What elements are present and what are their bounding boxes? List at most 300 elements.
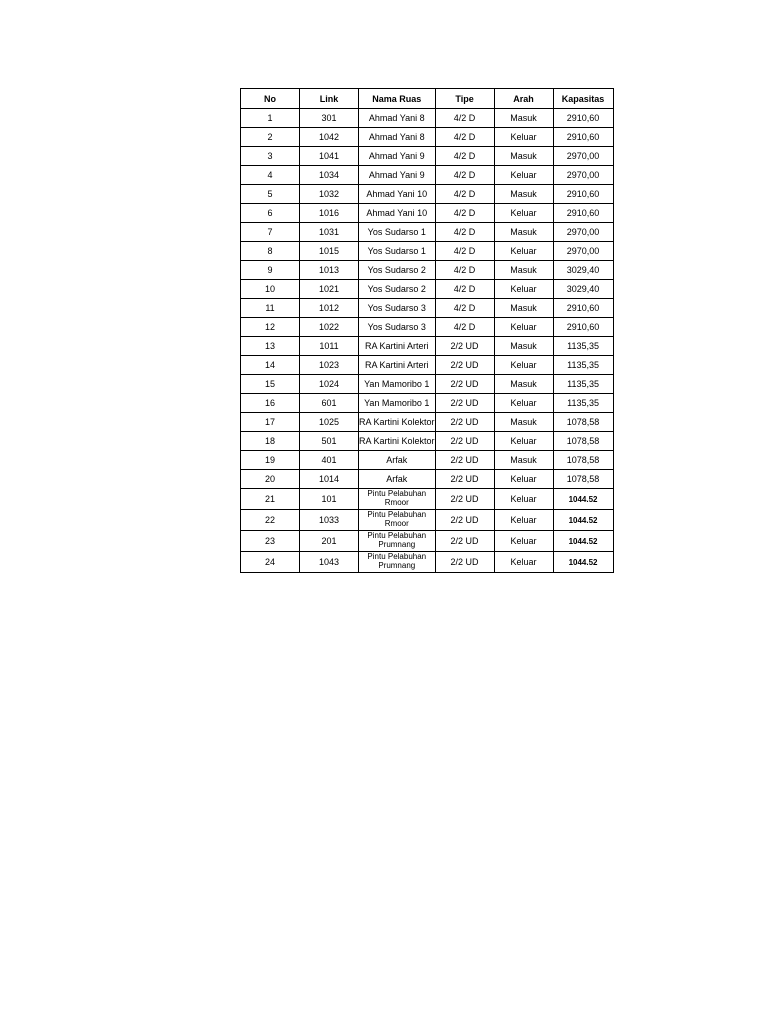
cell-kapasitas-text: 3029,40 [566, 265, 600, 275]
cell-link [300, 185, 359, 204]
cell-tipe [435, 109, 494, 128]
table-row [241, 451, 614, 470]
cell-arah-text: Keluar [510, 322, 537, 332]
cell-link-text: 601 [321, 398, 337, 408]
cell-kapasitas [553, 552, 613, 573]
cell-link [300, 356, 359, 375]
table-row [241, 489, 614, 510]
cell-kapasitas-text: 2970,00 [566, 151, 600, 161]
cell-kapasitas-text: 1135,35 [567, 360, 599, 370]
cell-nama-ruas-text: Yos Sudarso 3 [367, 322, 426, 332]
cell-arah [494, 147, 553, 166]
cell-link-text: 401 [321, 455, 337, 465]
cell-arah-text: Masuk [510, 341, 537, 351]
cell-arah [494, 337, 553, 356]
cell-no-text: 22 [264, 515, 275, 525]
cell-link [300, 375, 359, 394]
cell-arah [494, 223, 553, 242]
cell-arah-text: Keluar [510, 398, 537, 408]
cell-arah-text: Keluar [510, 494, 537, 504]
cell-arah-text: Masuk [510, 265, 537, 275]
table-header-row [241, 89, 614, 109]
table-row [241, 242, 614, 261]
cell-tipe-text: 2/2 UD [450, 455, 479, 465]
cell-kapasitas [553, 261, 613, 280]
cell-link-text: 1015 [318, 246, 340, 256]
cell-arah-text: Keluar [510, 360, 537, 370]
header-link: Link [300, 89, 359, 109]
cell-tipe-text: 4/2 D [453, 265, 476, 275]
cell-tipe-text: 4/2 D [453, 189, 476, 199]
cell-kapasitas [553, 166, 613, 185]
cell-no [241, 223, 300, 242]
cell-no [241, 166, 300, 185]
cell-nama-ruas [359, 337, 436, 356]
cell-arah [494, 242, 553, 261]
cell-arah [494, 318, 553, 337]
cell-no-text: 5 [267, 189, 273, 199]
table-row [241, 413, 614, 432]
cell-nama-ruas [359, 470, 436, 489]
cell-link [300, 531, 359, 552]
cell-nama-ruas-text: Ahmad Yani 8 [368, 132, 425, 142]
cell-arah [494, 109, 553, 128]
cell-arah [494, 413, 553, 432]
header-nama-ruas: Nama Ruas [359, 89, 436, 109]
cell-arah-text: Keluar [510, 536, 537, 546]
cell-kapasitas-text: 1078,58 [566, 455, 600, 465]
cell-kapasitas-text: 1135,35 [567, 379, 599, 389]
cell-no [241, 280, 300, 299]
cell-no [241, 261, 300, 280]
cell-nama-ruas-text: Pintu Pelabuhan Rmoor [367, 489, 427, 507]
cell-no-text: 8 [267, 246, 273, 256]
cell-tipe [435, 375, 494, 394]
cell-tipe [435, 318, 494, 337]
cell-nama-ruas-text: Yan Mamoribo 1 [364, 398, 430, 408]
cell-link-text: 1042 [318, 132, 340, 142]
cell-link-text: 301 [321, 113, 337, 123]
cell-link [300, 261, 359, 280]
cell-nama-ruas [359, 147, 436, 166]
cell-link-text: 1011 [319, 341, 339, 351]
cell-nama-ruas [359, 489, 436, 510]
cell-tipe-text: 2/2 UD [450, 417, 479, 427]
cell-nama-ruas [359, 394, 436, 413]
cell-kapasitas-text: 2910,60 [566, 303, 600, 313]
cell-kapasitas-text: 2970,00 [566, 227, 600, 237]
cell-tipe-text: 4/2 D [453, 246, 476, 256]
cell-kapasitas [553, 413, 613, 432]
cell-link [300, 128, 359, 147]
cell-arah [494, 510, 553, 531]
cell-link [300, 147, 359, 166]
cell-nama-ruas-text: RA Kartini Kolektor [359, 436, 435, 446]
cell-tipe [435, 128, 494, 147]
cell-tipe [435, 223, 494, 242]
cell-kapasitas-text: 1044.52 [568, 558, 598, 567]
cell-link-text: 101 [321, 494, 337, 504]
cell-link [300, 166, 359, 185]
table-row [241, 432, 614, 451]
cell-tipe [435, 451, 494, 470]
capacity-table [240, 88, 614, 573]
cell-tipe-text: 4/2 D [453, 284, 476, 294]
cell-no [241, 470, 300, 489]
header-tipe: Tipe [435, 89, 494, 109]
cell-kapasitas-text: 2910,60 [566, 132, 600, 142]
cell-nama-ruas-text: Ahmad Yani 8 [368, 113, 425, 123]
cell-link-text: 1025 [318, 417, 340, 427]
cell-tipe-text: 2/2 UD [450, 515, 479, 525]
cell-tipe [435, 299, 494, 318]
cell-nama-ruas [359, 356, 436, 375]
table-row [241, 337, 614, 356]
cell-no-text: 9 [267, 265, 273, 275]
cell-nama-ruas-text: Yos Sudarso 2 [367, 284, 426, 294]
cell-tipe-text: 2/2 UD [450, 536, 479, 546]
cell-kapasitas-text: 1044.52 [568, 495, 598, 504]
cell-nama-ruas-text: Yos Sudarso 3 [367, 303, 426, 313]
table-row [241, 318, 614, 337]
cell-kapasitas [553, 242, 613, 261]
header-arah: Arah [494, 89, 553, 109]
cell-no-text: 1 [267, 113, 273, 123]
cell-no-text: 11 [265, 303, 275, 313]
cell-kapasitas [553, 432, 613, 451]
cell-link-text: 1016 [318, 208, 340, 218]
cell-nama-ruas [359, 166, 436, 185]
cell-tipe [435, 356, 494, 375]
table-row [241, 109, 614, 128]
cell-link-text: 1014 [318, 474, 340, 484]
cell-tipe-text: 4/2 D [453, 113, 476, 123]
cell-tipe [435, 166, 494, 185]
cell-nama-ruas-text: Pintu Pelabuhan Rmoor [367, 510, 427, 528]
cell-tipe [435, 489, 494, 510]
cell-no-text: 6 [267, 208, 273, 218]
cell-kapasitas [553, 337, 613, 356]
cell-arah-text: Keluar [510, 170, 537, 180]
cell-no-text: 10 [264, 284, 275, 294]
cell-arah [494, 531, 553, 552]
cell-link [300, 432, 359, 451]
capacity-table-container [240, 88, 614, 573]
cell-tipe [435, 337, 494, 356]
cell-kapasitas-text: 1135,35 [567, 398, 599, 408]
cell-nama-ruas [359, 242, 436, 261]
table-row [241, 223, 614, 242]
cell-no [241, 375, 300, 394]
cell-link [300, 242, 359, 261]
cell-no-text: 15 [264, 379, 275, 389]
cell-kapasitas [553, 451, 613, 470]
cell-kapasitas [553, 223, 613, 242]
table-row [241, 552, 614, 573]
cell-no [241, 109, 300, 128]
cell-tipe [435, 185, 494, 204]
cell-no [241, 204, 300, 223]
cell-link [300, 552, 359, 573]
cell-nama-ruas [359, 413, 436, 432]
cell-nama-ruas-text: RA Kartini Kolektor [359, 417, 435, 427]
cell-tipe-text: 2/2 UD [450, 341, 479, 351]
cell-nama-ruas-text: Yos Sudarso 1 [367, 246, 426, 256]
cell-kapasitas [553, 109, 613, 128]
table-row [241, 470, 614, 489]
cell-arah-text: Keluar [510, 515, 537, 525]
cell-arah [494, 552, 553, 573]
cell-nama-ruas [359, 109, 436, 128]
cell-link [300, 109, 359, 128]
cell-no-text: 18 [264, 436, 275, 446]
cell-nama-ruas-text: Arfak [386, 455, 408, 465]
cell-no-text: 13 [264, 341, 275, 351]
cell-no-text: 24 [264, 557, 275, 567]
cell-no-text: 20 [264, 474, 275, 484]
cell-tipe-text: 4/2 D [453, 208, 476, 218]
cell-no [241, 318, 300, 337]
cell-kapasitas [553, 489, 613, 510]
cell-no [241, 413, 300, 432]
cell-arah-text: Masuk [510, 189, 537, 199]
cell-kapasitas-text: 2970,00 [566, 170, 600, 180]
cell-nama-ruas [359, 375, 436, 394]
cell-kapasitas-text: 1078,58 [566, 436, 600, 446]
table-row [241, 204, 614, 223]
cell-tipe [435, 261, 494, 280]
cell-nama-ruas [359, 299, 436, 318]
cell-arah-text: Masuk [510, 455, 537, 465]
cell-nama-ruas-text: Yan Mamoribo 1 [364, 379, 430, 389]
cell-kapasitas-text: 2910,60 [566, 189, 600, 199]
cell-tipe-text: 2/2 UD [450, 379, 479, 389]
cell-no [241, 451, 300, 470]
cell-arah-text: Masuk [510, 227, 537, 237]
cell-tipe-text: 4/2 D [453, 132, 476, 142]
cell-nama-ruas [359, 451, 436, 470]
cell-link [300, 318, 359, 337]
cell-kapasitas [553, 204, 613, 223]
cell-tipe-text: 2/2 UD [450, 436, 479, 446]
cell-nama-ruas [359, 204, 436, 223]
cell-tipe-text: 2/2 UD [450, 494, 479, 504]
cell-kapasitas [553, 318, 613, 337]
cell-tipe [435, 432, 494, 451]
cell-nama-ruas [359, 432, 436, 451]
cell-link-text: 501 [321, 436, 337, 446]
cell-tipe-text: 2/2 UD [450, 360, 479, 370]
cell-nama-ruas [359, 510, 436, 531]
cell-link-text: 1021 [318, 284, 340, 294]
cell-link-text: 201 [321, 536, 337, 546]
cell-link [300, 470, 359, 489]
cell-link [300, 204, 359, 223]
cell-kapasitas [553, 185, 613, 204]
cell-kapasitas-text: 1078,58 [566, 474, 600, 484]
cell-nama-ruas [359, 223, 436, 242]
table-row [241, 280, 614, 299]
cell-kapasitas [553, 356, 613, 375]
cell-arah-text: Keluar [510, 557, 537, 567]
cell-arah [494, 394, 553, 413]
cell-tipe [435, 531, 494, 552]
cell-kapasitas [553, 375, 613, 394]
cell-arah-text: Keluar [510, 284, 537, 294]
cell-no-text: 21 [264, 494, 275, 504]
cell-arah [494, 451, 553, 470]
cell-kapasitas-text: 1135,35 [567, 341, 599, 351]
cell-no-text: 19 [264, 455, 275, 465]
cell-link-text: 1012 [318, 303, 340, 313]
cell-kapasitas-text: 2970,00 [566, 246, 600, 256]
cell-arah-text: Keluar [510, 246, 537, 256]
cell-tipe-text: 2/2 UD [450, 398, 479, 408]
cell-tipe-text: 4/2 D [453, 303, 476, 313]
cell-no-text: 7 [267, 227, 273, 237]
cell-tipe [435, 394, 494, 413]
cell-no [241, 337, 300, 356]
table-row [241, 356, 614, 375]
cell-no [241, 185, 300, 204]
cell-arah-text: Masuk [510, 303, 537, 313]
cell-nama-ruas-text: Ahmad Yani 10 [366, 189, 428, 199]
cell-no [241, 299, 300, 318]
cell-arah [494, 261, 553, 280]
cell-arah-text: Keluar [510, 132, 537, 142]
cell-kapasitas [553, 531, 613, 552]
cell-arah [494, 204, 553, 223]
cell-link-text: 1032 [318, 189, 340, 199]
cell-nama-ruas [359, 185, 436, 204]
cell-tipe [435, 242, 494, 261]
cell-no-text: 14 [264, 360, 275, 370]
cell-kapasitas-text: 1044.52 [568, 537, 598, 546]
cell-kapasitas [553, 394, 613, 413]
table-row [241, 147, 614, 166]
cell-nama-ruas [359, 128, 436, 147]
cell-tipe [435, 552, 494, 573]
cell-kapasitas-text: 3029,40 [566, 284, 600, 294]
cell-tipe [435, 204, 494, 223]
cell-link [300, 413, 359, 432]
cell-link [300, 223, 359, 242]
cell-arah [494, 356, 553, 375]
cell-link-text: 1043 [318, 557, 340, 567]
cell-link-text: 1013 [318, 265, 340, 275]
cell-nama-ruas-text: Arfak [386, 474, 408, 484]
cell-link [300, 280, 359, 299]
table-row [241, 375, 614, 394]
cell-no-text: 23 [264, 536, 275, 546]
table-row [241, 531, 614, 552]
cell-nama-ruas-text: Ahmad Yani 10 [366, 208, 428, 218]
cell-link-text: 1023 [318, 360, 340, 370]
cell-no [241, 510, 300, 531]
cell-tipe-text: 4/2 D [453, 322, 476, 332]
cell-kapasitas [553, 280, 613, 299]
cell-tipe-text: 4/2 D [453, 170, 476, 180]
cell-tipe-text: 2/2 UD [450, 557, 479, 567]
cell-arah-text: Keluar [510, 208, 537, 218]
cell-link [300, 489, 359, 510]
cell-no-text: 17 [264, 417, 275, 427]
cell-arah [494, 185, 553, 204]
cell-no-text: 3 [267, 151, 273, 161]
table-row [241, 394, 614, 413]
cell-link-text: 1033 [318, 515, 340, 525]
cell-no [241, 531, 300, 552]
cell-kapasitas-text: 2910,60 [566, 208, 600, 218]
cell-link-text: 1024 [318, 379, 340, 389]
cell-nama-ruas [359, 531, 436, 552]
cell-no-text: 4 [267, 170, 273, 180]
table-row [241, 185, 614, 204]
cell-nama-ruas-text: Pintu Pelabuhan Prumnang [367, 531, 427, 549]
cell-nama-ruas [359, 318, 436, 337]
cell-arah-text: Masuk [510, 417, 537, 427]
cell-tipe [435, 413, 494, 432]
table-row [241, 166, 614, 185]
cell-tipe-text: 4/2 D [453, 227, 476, 237]
cell-kapasitas [553, 510, 613, 531]
cell-kapasitas [553, 470, 613, 489]
cell-arah-text: Keluar [510, 436, 537, 446]
cell-nama-ruas-text: Yos Sudarso 1 [367, 227, 426, 237]
cell-link-text: 1041 [318, 151, 340, 161]
cell-nama-ruas [359, 280, 436, 299]
cell-nama-ruas-text: Ahmad Yani 9 [368, 170, 425, 180]
cell-kapasitas-text: 1044.52 [568, 516, 598, 525]
cell-no-text: 12 [264, 322, 275, 332]
cell-no [241, 489, 300, 510]
cell-no [241, 356, 300, 375]
cell-kapasitas [553, 147, 613, 166]
cell-arah-text: Masuk [510, 113, 537, 123]
table-body [241, 109, 614, 573]
cell-kapasitas-text: 2910,60 [566, 113, 600, 123]
cell-arah-text: Keluar [510, 474, 537, 484]
cell-link-text: 1034 [318, 170, 340, 180]
cell-arah-text: Masuk [510, 151, 537, 161]
cell-link [300, 510, 359, 531]
cell-nama-ruas-text: Ahmad Yani 9 [368, 151, 425, 161]
cell-no [241, 242, 300, 261]
cell-nama-ruas [359, 552, 436, 573]
cell-nama-ruas [359, 261, 436, 280]
cell-arah [494, 299, 553, 318]
cell-arah [494, 432, 553, 451]
header-kapasitas: Kapasitas [553, 89, 613, 109]
cell-tipe [435, 510, 494, 531]
cell-arah [494, 128, 553, 147]
cell-no-text: 16 [264, 398, 275, 408]
table-row [241, 510, 614, 531]
cell-kapasitas [553, 299, 613, 318]
cell-arah [494, 375, 553, 394]
cell-tipe [435, 280, 494, 299]
cell-tipe [435, 147, 494, 166]
cell-nama-ruas-text: Yos Sudarso 2 [367, 265, 426, 275]
cell-link [300, 451, 359, 470]
cell-link [300, 337, 359, 356]
cell-no [241, 128, 300, 147]
cell-tipe [435, 470, 494, 489]
cell-no [241, 552, 300, 573]
cell-no [241, 432, 300, 451]
cell-arah [494, 470, 553, 489]
cell-tipe-text: 2/2 UD [450, 474, 479, 484]
